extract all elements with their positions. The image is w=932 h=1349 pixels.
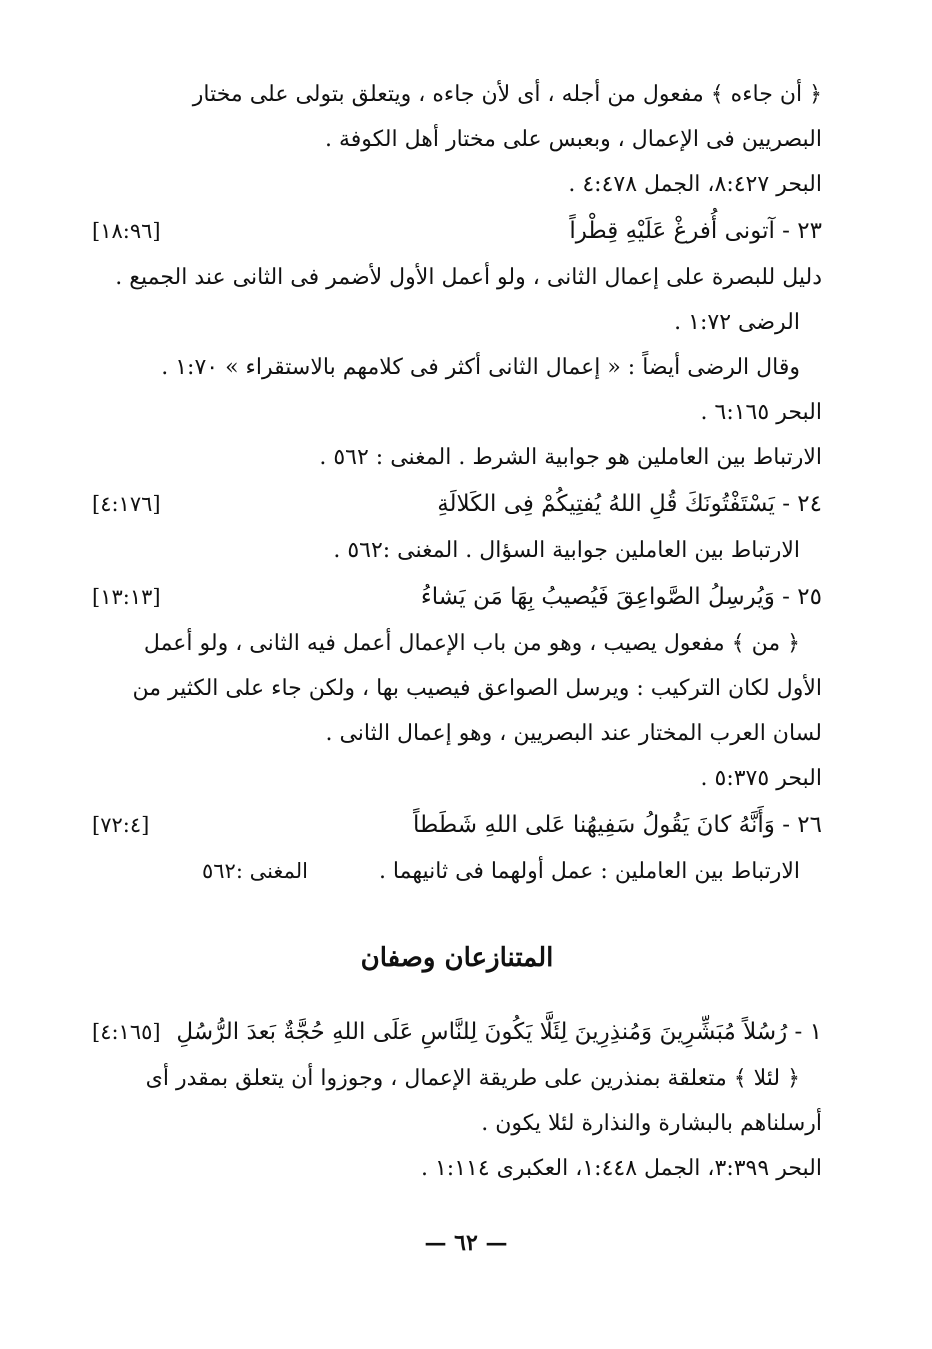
page-body <box>92 72 822 1191</box>
text-line: ﴿ لئلا ﴾ متعلقة بمنذرين على طريقة الإعمال ، وجوزوا أن يتعلق بمقدر أى <box>145 1066 800 1091</box>
text-line: الأول لكان التركيب : ويرسل الصواعق فيصيب بها ، ولكن جاء على الكثير من <box>132 676 822 701</box>
reference-line: الرضى ١:٧٢ . <box>674 310 800 335</box>
page-number: — ٦٢ — <box>424 1230 508 1256</box>
verse-line-25 <box>92 573 822 621</box>
reference-line: البحر ٥:٣٧٥ . <box>700 766 822 791</box>
reference-line: البحر ٣:٣٩٩، الجمل ١:٤٤٨، العكبرى ١:١١٤ . <box>420 1156 822 1181</box>
text-line: الارتباط بين العاملين جوابية السؤال . المغنى :٥٦٢ . <box>333 538 800 563</box>
verse-reference: [٧٢:٤] <box>92 813 150 837</box>
verse-line-26 <box>92 801 822 849</box>
verse-line-23 <box>92 207 822 255</box>
text-line: لسان العرب المختار عند البصريين ، وهو إعمال الثانى . <box>325 721 822 746</box>
source-reference: المغنى :٥٦٢ <box>202 859 308 883</box>
verse-line-24 <box>92 480 822 528</box>
reference-line: البحر ٨:٤٢٧، الجمل ٤:٤٧٨ . <box>568 172 822 197</box>
verse-text: ٢٤ - يَسْتَفْتُونَكَ قُلِ اللهُ يُفتِيكُمْ فِى الكَلالَةِ <box>437 491 822 517</box>
verse-reference: [١٣:١٣] <box>92 585 161 609</box>
text-line: الارتباط بين العاملين هو جوابية الشرط . المغنى : ٥٦٢ . <box>319 445 822 470</box>
text-line: أرسلناهم بالبشارة والنذارة لئلا يكون . <box>481 1111 822 1136</box>
text-line <box>92 849 822 894</box>
reference-line: البحر ٦:١٦٥ . <box>700 400 822 425</box>
verse-reference: [٤:١٦٥] <box>92 1020 161 1044</box>
verse-text: ٢٦ - وَأَنَّهُ كانَ يَقُولُ سَفِيهُنا عَلى اللهِ شَطَطاً <box>413 812 822 838</box>
text-line: دليل للبصرة على إعمال الثانى ، ولو أعمل الأول لأضمر فى الثانى عند الجميع . <box>115 265 822 290</box>
verse-line-section-1 <box>92 1008 822 1056</box>
text-content: الارتباط بين العاملين : عمل أولهما فى ثانيهما . <box>378 859 800 884</box>
verse-text: ٢٥ - وَيُرسِلُ الصَّواعِقَ فَيُصيبُ بِهَا مَن يَشاءُ <box>420 584 822 610</box>
verse-text: ١ - رُسُلاً مُبَشِّرِينَ وَمُنذِرِينَ لِئَلَّا يَكُونَ لِلنَّاسِ عَلَى اللهِ حُجَّةٌ بَعدَ الرُّسُلِ <box>176 1019 822 1045</box>
text-line: وقال الرضى أيضاً : « إعمال الثانى أكثر فى كلامهم بالاستقراء » ١:٧٠ . <box>161 355 800 380</box>
text-line: ﴿ أن جاءه ﴾ مفعول من أجله ، أى لأن جاءه ، ويتعلق بتولى على مختار <box>192 82 822 107</box>
text-line: البصريين فى الإعمال ، وبعبس على مختار أهل الكوفة . <box>324 127 822 152</box>
section-title: المتنازعان وصفان <box>360 943 554 973</box>
verse-reference: [٤:١٧٦] <box>92 492 161 516</box>
verse-text: ٢٣ - آتونى أُفرغْ عَلَيْهِ قِطْراً <box>569 218 822 244</box>
verse-reference: [١٨:٩٦] <box>92 219 161 243</box>
text-line: ﴿ من ﴾ مفعول يصيب ، وهو من باب الإعمال أعمل فيه الثانى ، ولو أعمل <box>143 631 800 656</box>
